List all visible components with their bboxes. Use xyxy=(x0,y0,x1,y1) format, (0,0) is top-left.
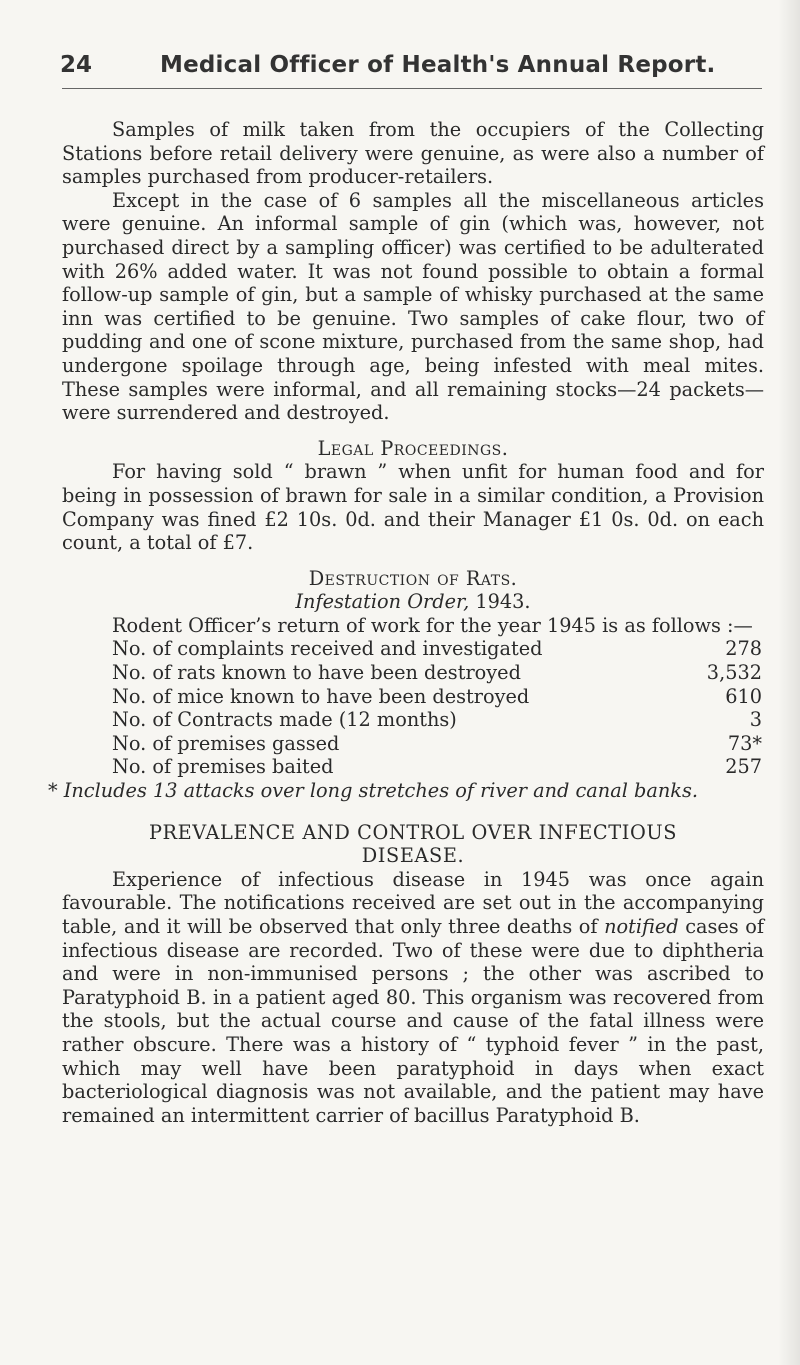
infestation-order-title: Infestation Order, xyxy=(295,590,470,614)
row-value: 257 xyxy=(725,755,762,779)
infectious-paragraph xyxy=(62,868,764,1128)
infectious-heading-line1: PREVALENCE AND CONTROL OVER INFECTIOUS xyxy=(148,820,678,844)
row-label: No. of rats known to have been destroyed xyxy=(112,661,521,685)
rats-heading: Destruction of Rats. xyxy=(308,566,518,590)
row-label: No. of Contracts made (12 months) xyxy=(112,708,457,732)
row-value: 3,532 xyxy=(706,661,762,685)
table-row xyxy=(112,708,762,732)
rodent-footnote: * Includes 13 attacks over long stretches of river and canal banks. xyxy=(48,779,698,803)
infestation-order-year: 1943. xyxy=(475,590,531,614)
infectious-text-part1: Experience of infectious disease in 1945 was once again favourable. The notifications received are set out in the accompanying table, and it will be observed that only three deaths of xyxy=(62,867,764,938)
infectious-text-italic: notified xyxy=(604,915,679,938)
legal-proceedings-heading: Legal Proceedings. xyxy=(317,436,509,460)
running-title: Medical Officer of Health's Annual Report. xyxy=(160,52,716,78)
page-header xyxy=(60,48,760,82)
row-value: 610 xyxy=(725,684,762,708)
miscellaneous-paragraph: Except in the case of 6 samples all the miscellaneous articles were genuine. An informal sample of gin (which was, however, not purchased direct by a sampling officer) was certified to be adulterated with 26% added water. It was not found possible to obtain a formal follow-up sample of gin, but a sample of whisky purchased at the same inn was certified to be genuine. Two samples of cake flour, two of pudding and one of scone mixture, purchased from the same shop, had undergone spoilage through age, being infested with meal mites. These samples were informal, and all remaining stocks—24 packets—were surrendered and destroyed. xyxy=(62,188,764,425)
table-row xyxy=(112,732,762,756)
row-value: 73* xyxy=(727,731,762,755)
row-label: No. of complaints received and investigated xyxy=(112,637,543,661)
table-row xyxy=(112,685,762,709)
rodent-return-table xyxy=(112,637,762,779)
milk-paragraph: Samples of milk taken from the occupiers of the Collecting Stations before retail delivery were genuine, as were also a number of samples purchased from producer-retailers. xyxy=(62,118,764,189)
table-row xyxy=(112,661,762,685)
rodent-intro: Rodent Officer’s return of work for the year 1945 is as follows :— xyxy=(112,613,753,637)
infectious-text-part2: cases of infectious disease are recorded. Two of these were due to diphtheria and were in non-immunised persons ; the other was ascribed to Paratyphoid B. in a patient aged 80. This organism was recovered from the stools, but the actual course and cause of the fatal illness were rather obscure. There was a history of “ typhoid fever ” in the past, which may well have been paratyphoid in days when exact bacteriological diagnosis was not available, and the patient may have remained an intermittent carrier of bacillus Paratyphoid B. xyxy=(62,915,764,1127)
row-label: No. of premises gassed xyxy=(112,731,340,755)
row-label: No. of mice known to have been destroyed xyxy=(112,684,530,708)
infestation-order-subheading xyxy=(62,590,764,614)
header-rule xyxy=(62,88,762,89)
row-value: 278 xyxy=(725,637,762,661)
report-body xyxy=(48,118,764,1127)
infectious-heading-line2: DISEASE. xyxy=(361,844,465,868)
table-row xyxy=(112,755,762,779)
page-number: 24 xyxy=(60,52,93,78)
row-value: 3 xyxy=(749,708,762,732)
row-label: No. of premises baited xyxy=(112,755,334,779)
table-row xyxy=(112,637,762,661)
page-edge-shadow xyxy=(778,0,800,1365)
legal-proceedings-paragraph: For having sold “ brawn ” when unfit for human food and for being in possession of brawn for sale in a similar condition, a Provision Company was fined £2 10s. 0d. and their Manager £1 0s. 0d. on each count, a total of £7. xyxy=(62,460,764,555)
